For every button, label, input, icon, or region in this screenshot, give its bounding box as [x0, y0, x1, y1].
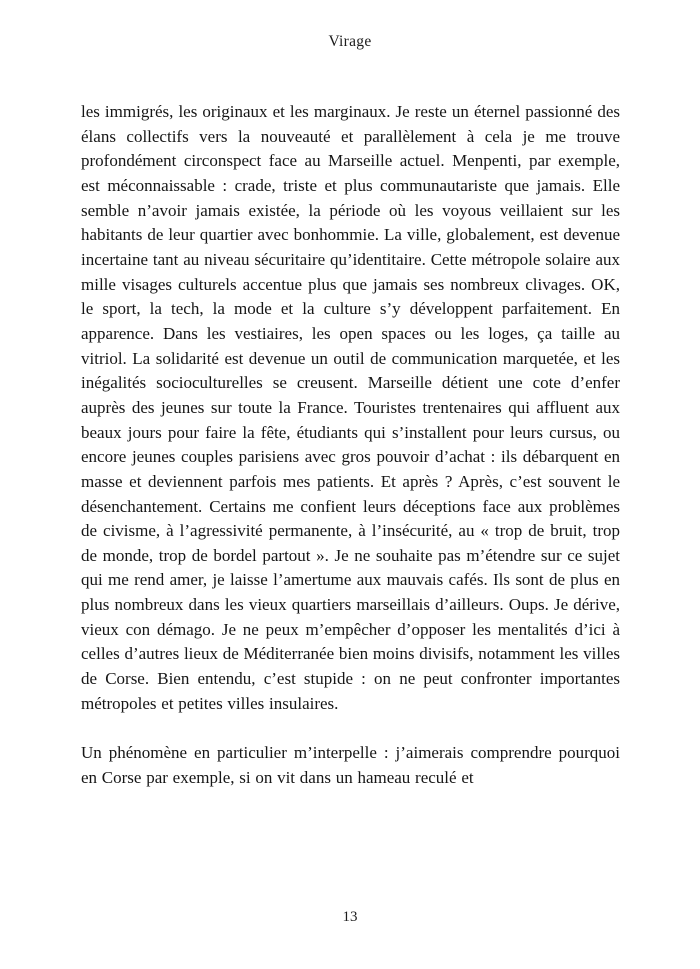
running-header: Virage [328, 33, 372, 50]
body-paragraph: les immigrés, les originaux et les marginaux. Je reste un éternel passionné des élans collectifs vers la nouveauté et parallèlement à cela je me trouve profondément circonspect face au Marseille actuel. Menpenti, par exemple, est méconnaissable : crade, triste et plus communautariste que jamais. Elle semble n’avoir jamais existée, la période où les voyous veillaient sur les habitants de leur quartier avec bonhommie. La ville, globalement, est devenue incertaine tant au niveau sécuritaire qu’identitaire. Cette métropole solaire aux mille visages culturels accentue plus que jamais ses nombreux clivages. OK, le sport, la tech, la mode et la culture s’y développent parfaitement. En apparence. Dans les vestiaires, les open spaces ou les loges, ça taille au vitriol. La solidarité est devenue un outil de communication marquetée, et les inégalités socioculturelles se creusent. Marseille détient une cote d’enfer auprès des jeunes sur toute la France. Touristes trentenaires qui affluent aux beaux jours pour faire la fête, étudiants qui s’installent pour leurs cursus, ou encore jeunes couples parisiens avec gros pouvoir d’achat : ils débarquent en masse et deviennent parfois mes patients. Et après ? Après, c’est souvent le désenchantement. Certains me confient leurs déceptions face aux problèmes de civisme, à l’agressivité permanente, à l’insécurité, au « trop de bruit, trop de monde, trop de bordel partout ». Je ne souhaite pas m’étendre sur ce sujet qui me rend amer, je laisse l’amertume aux mauvais cafés. Ils sont de plus en plus nombreux dans les vieux quartiers marseillais d’ailleurs. Oups. Je dérive, vieux con démago. Je ne peux m’empêcher d’opposer les mentalités d’ici à celles d’autres lieux de Méditerranée bien moins divisifs, notamment les villes de Corse. Bien entendu, c’est stupide : on ne peut confronter importantes métropoles et petites villes insulaires. [81, 102, 620, 713]
page-number: 13 [342, 909, 358, 925]
text-block [81, 100, 620, 790]
body-paragraph: Un phénomène en particulier m’interpelle : j’aimerais comprendre pourquoi en Corse par exemple, si on vit dans un hameau reculé et [81, 743, 620, 787]
